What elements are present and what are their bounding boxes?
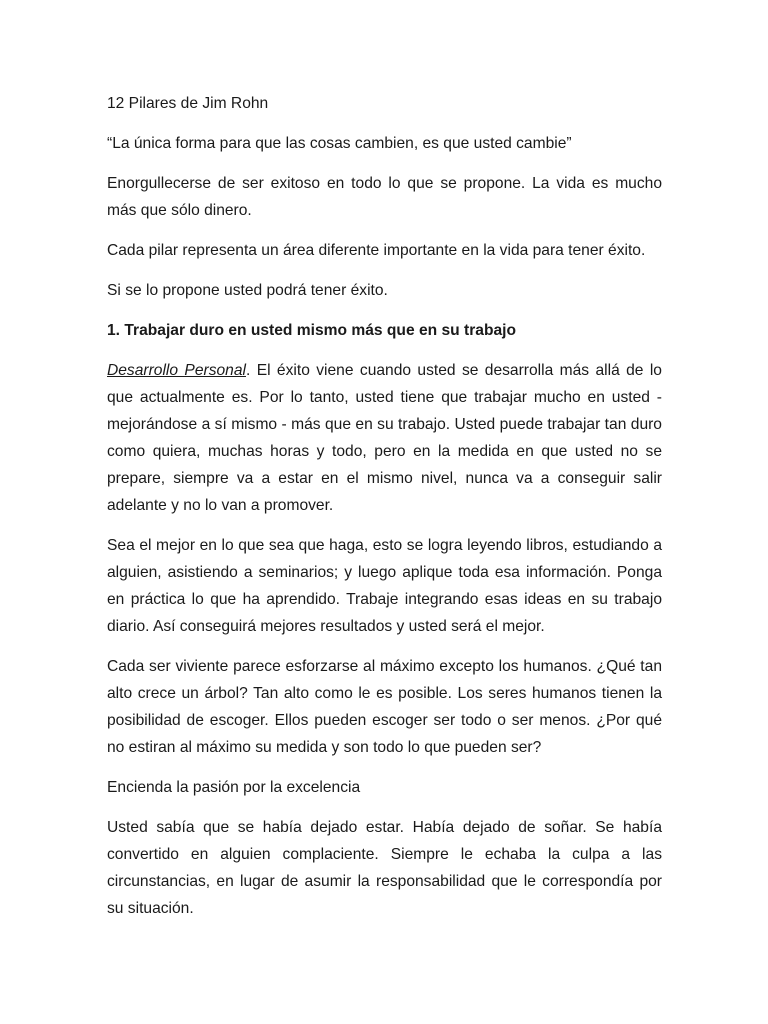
- intro-paragraph-1: Enorgullecerse de ser exitoso en todo lo que se propone. La vida es mucho más que sólo dinero.: [107, 175, 662, 219]
- section-paragraph-4: Usted sabía que se había dejado estar. Había dejado de soñar. Se había convertido en alguien complaciente. Siempre le echaba la culpa a las circunstancias, en lugar de asumir la responsabilidad que le correspondía por su situación.: [107, 819, 662, 917]
- document-title: 12 Pilares de Jim Rohn: [107, 95, 269, 112]
- section-paragraph-1: [107, 357, 662, 519]
- subheading: Encienda la pasión por la excelencia: [107, 779, 361, 796]
- section-paragraph-1-text: . El éxito viene cuando usted se desarrolla más allá de lo que actualmente es. Por lo tanto, usted tiene que trabajar mucho en usted - mejorándose a sí mismo - más que en su trabajo. Usted puede trabajar tan duro como quiera, muchas horas y todo, pero en la medida en que usted no se prepare, siempre va a estar en el mismo nivel, nunca va a conseguir salir adelante y no lo van a promover.: [107, 362, 662, 514]
- section-heading: 1. Trabajar duro en usted mismo más que en su trabajo: [107, 322, 517, 339]
- section-paragraph-3: Cada ser viviente parece esforzarse al máximo excepto los humanos. ¿Qué tan alto crece un árbol? Tan alto como le es posible. Los seres humanos tienen la posibilidad de escoger. Ellos pueden escoger ser todo o ser menos. ¿Por qué no estiran al máximo su medida y son todo lo que pueden ser?: [107, 658, 662, 756]
- personal-development-term: Desarrollo Personal: [107, 362, 246, 379]
- section-paragraph-2: Sea el mejor en lo que sea que haga, esto se logra leyendo libros, estudiando a alguien, asistiendo a seminarios; y luego aplique toda esa información. Ponga en práctica lo que ha aprendido. Trabaje integrando esas ideas en su trabajo diario. Así conseguirá mejores resultados y usted será el mejor.: [107, 537, 662, 635]
- opening-quote: “La única forma para que las cosas cambien, es que usted cambie”: [107, 135, 572, 152]
- intro-paragraph-2: Cada pilar representa un área diferente importante en la vida para tener éxito.: [107, 242, 646, 259]
- intro-paragraph-3: Si se lo propone usted podrá tener éxito.: [107, 282, 388, 299]
